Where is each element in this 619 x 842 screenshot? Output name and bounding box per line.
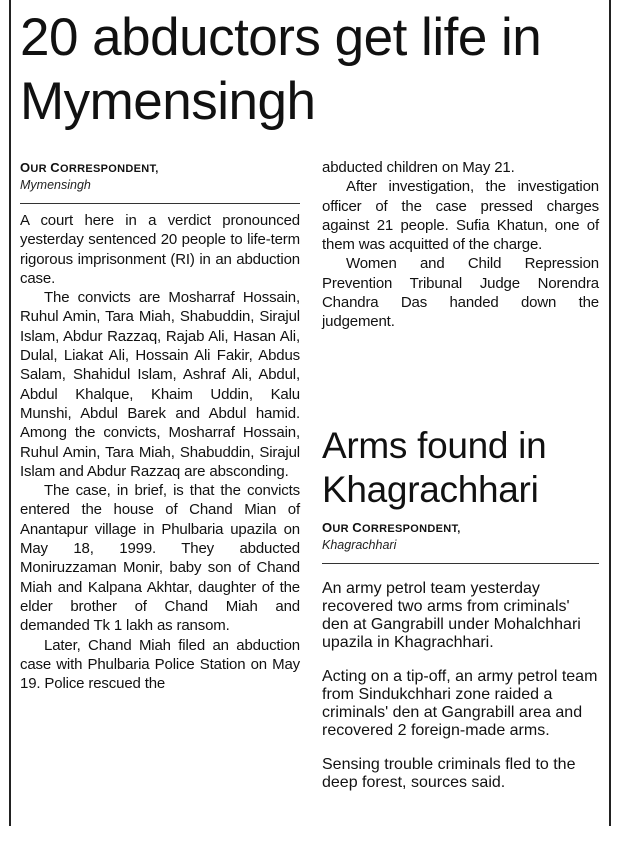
story2-paragraph: Acting on a tip-off, an army petrol team from Sindukchhari zone raided a criminals' den at Gangrabill area and recovered 2 foreign-made arms. (322, 668, 598, 739)
story2-byline: OUR CORRESPONDENT, (322, 520, 461, 535)
story1-byline-divider (20, 203, 300, 204)
story2-byline-divider (322, 563, 599, 564)
story2 (322, 424, 599, 808)
story1-right-column (322, 158, 599, 332)
story1-left-column (20, 160, 300, 693)
story1-paragraph-continued: abducted children on May 21. (322, 159, 515, 176)
story1-paragraph: The convicts are Mosharraf Hossain, Ruhul Amin, Tara Miah, Shabuddin, Sirajul Islam, Abdur Razzaq, Rajab Ali, Hasan Ali, Dulal, Liakat Ali, Hossain Ali Fakir, Abdus Salam, Shahidul Islam, Ashraf Ali, Abdul, Abdul Khalque, Khaim Uddin, Kalu Munshi, Abdul Barek and Abdul hamid. Among the convicts, Mosharraf Hossain, Ruhul Amin, Tara Miah, Shabuddin, Sirajul Islam and Abdur Razzaq are absconding. (20, 289, 300, 480)
story1-headline: 20 abductors get life in Mymensingh (20, 8, 542, 131)
story2-paragraph: An army petrol team yesterday recovered two arms from criminals' den at Gangrabill under Mohalchhari upazila in Khagrachhari. (322, 580, 581, 651)
story2-headline: Arms found in Khagrachhari (322, 425, 547, 510)
story1-paragraph: Later, Chand Miah filed an abduction case with Phulbaria Police Station on May 19. Police rescued the (20, 636, 300, 693)
column-rule-left (9, 0, 11, 826)
story1-paragraph: After investigation, the investigation officer of the case pressed charges against 21 people. Sufia Khatun, one of them was acquitted of the charge. (322, 178, 599, 254)
story1-byline: OUR CORRESPONDENT, (20, 160, 159, 175)
story2-dateline: Khagrachhari (322, 538, 397, 552)
story1-dateline: Mymensingh (20, 178, 91, 192)
story1-paragraph: A court here in a verdict pronounced yesterday sentenced 20 people to life-term rigorous imprisonment (RI) in an abduction case. (20, 212, 300, 287)
story2-paragraph: Sensing trouble criminals fled to the deep forest, sources said. (322, 756, 576, 791)
story1-paragraph: Women and Child Repression Prevention Tribunal Judge Norendra Chandra Das handed down the judgement. (322, 255, 599, 331)
story1-paragraph: The case, in brief, is that the convicts entered the house of Chand Mian of Anantapur village in Phulbaria upazila on May 18, 1999. They abducted Moniruzzaman Monir, baby son of Chand Miah and Kalpana Akhtar, daughter of the elder brother of Chand Miah and demanded Tk 1 lakh as ransom. (20, 482, 300, 635)
